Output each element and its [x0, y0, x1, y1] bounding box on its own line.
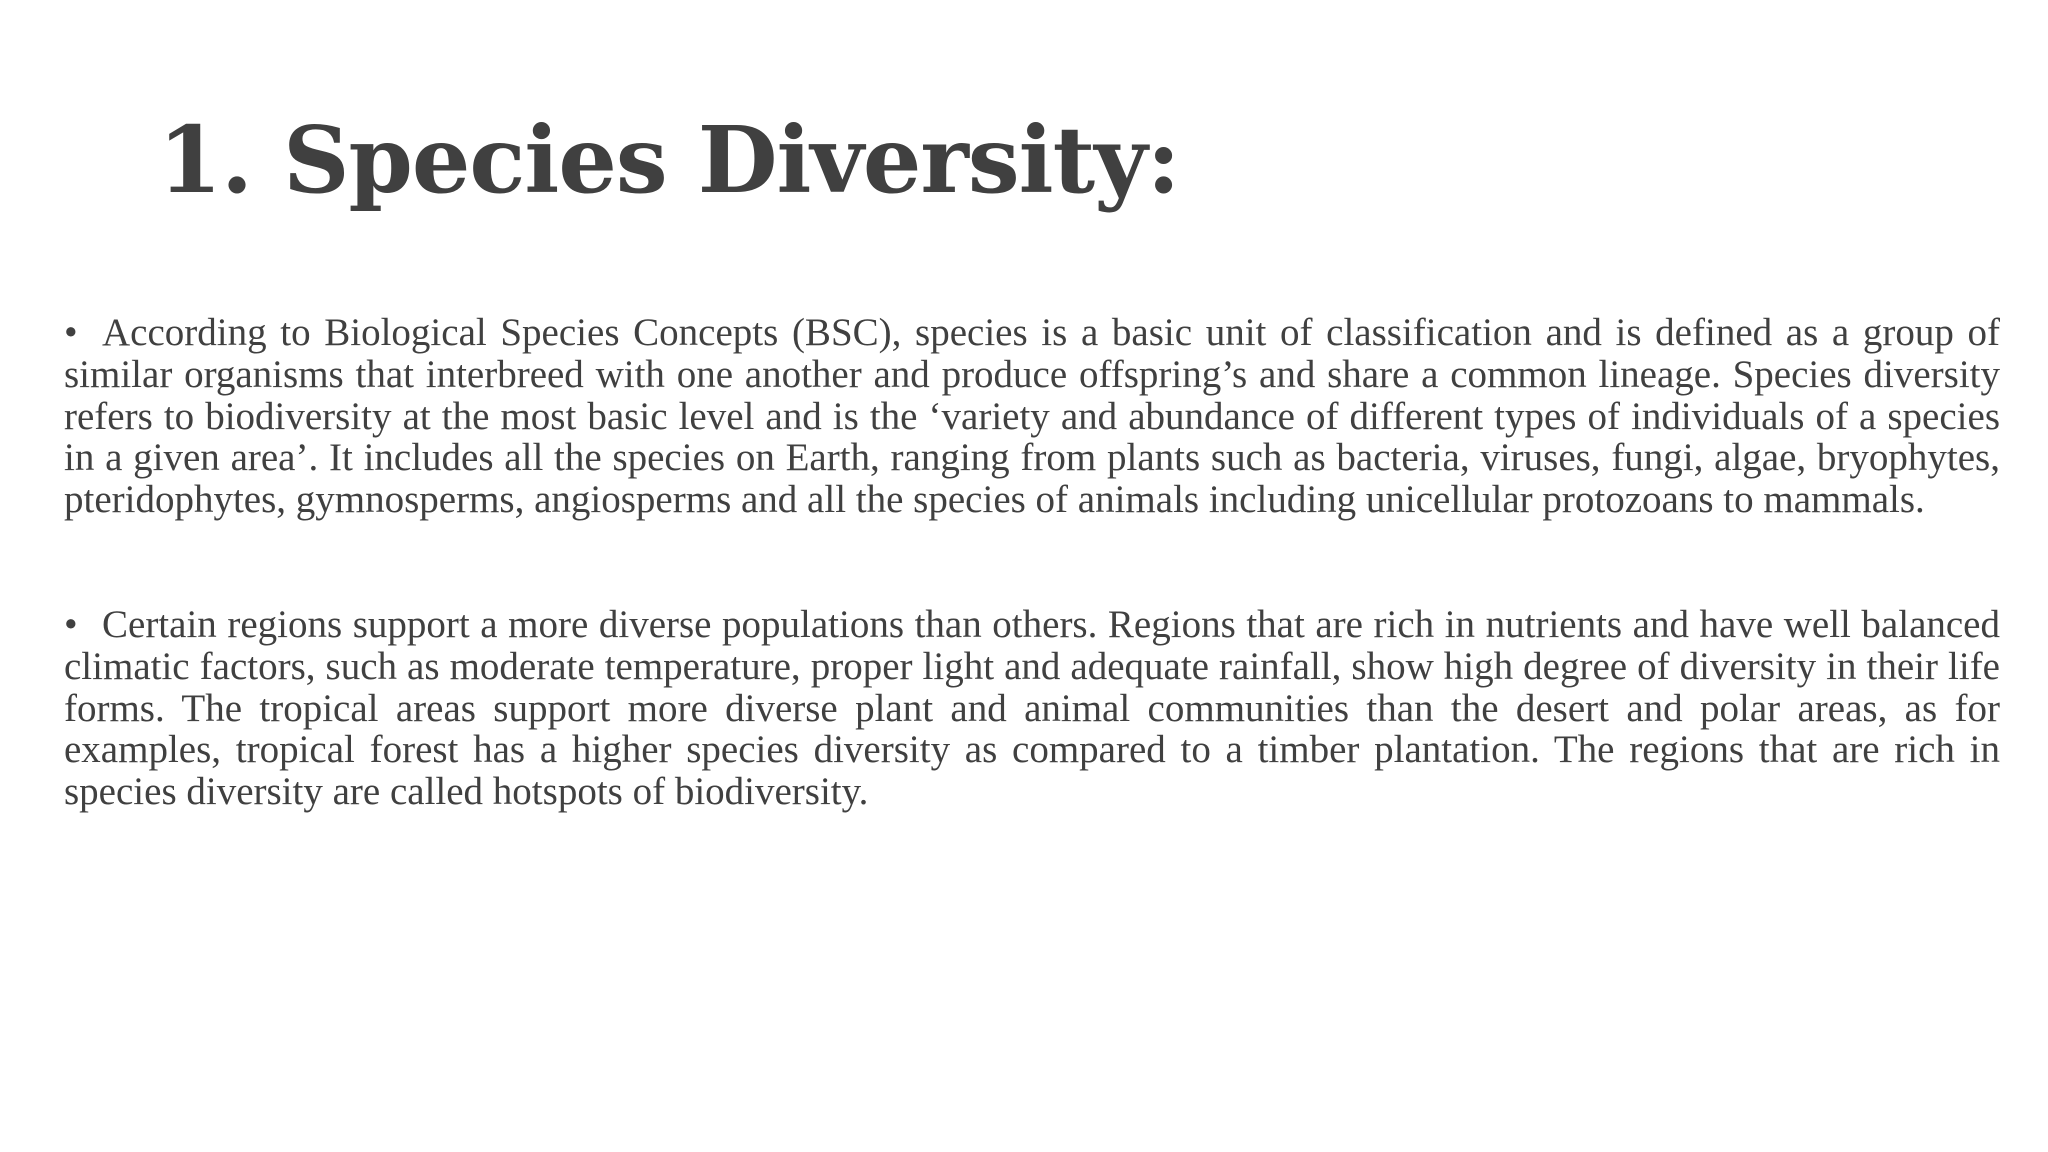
slide-body — [64, 312, 2000, 813]
bullet-paragraph — [64, 604, 2000, 813]
slide-title: 1. Species Diversity: — [158, 106, 1180, 214]
bullet-text: Certain regions support a more diverse populations than others. Regions that are rich in nutrients and have well balanced climatic factors, such as moderate temperature, proper light and adequate rainfall, show high degree of diversity in their life forms. The tropical areas support more diverse plant and animal communities than the desert and polar areas, as for examples, tropical forest has a higher species diversity as compared to a timber plantation. The regions that are rich in species diversity are called hotspots of biodiversity. — [64, 602, 2000, 814]
bullet-icon: • — [64, 311, 78, 354]
bullet-paragraph — [64, 312, 2000, 521]
bullet-text: According to Biological Species Concepts (BSC), species is a basic unit of classification and is defined as a group of similar organisms that interbreed with one another and produce offspring’s and share a common lineage. Species diversity refers to biodiversity at the most basic level and is the ‘variety and abundance of different types of individuals of a species in a given area’. It includes all the species on Earth, ranging from plants such as bacteria, viruses, fungi, algae, bryophytes, pteridophytes, gymnosperms, angiosperms and all the species of animals including unicellular protozoans to mammals. — [64, 311, 2000, 522]
bullet-icon: • — [64, 602, 78, 646]
